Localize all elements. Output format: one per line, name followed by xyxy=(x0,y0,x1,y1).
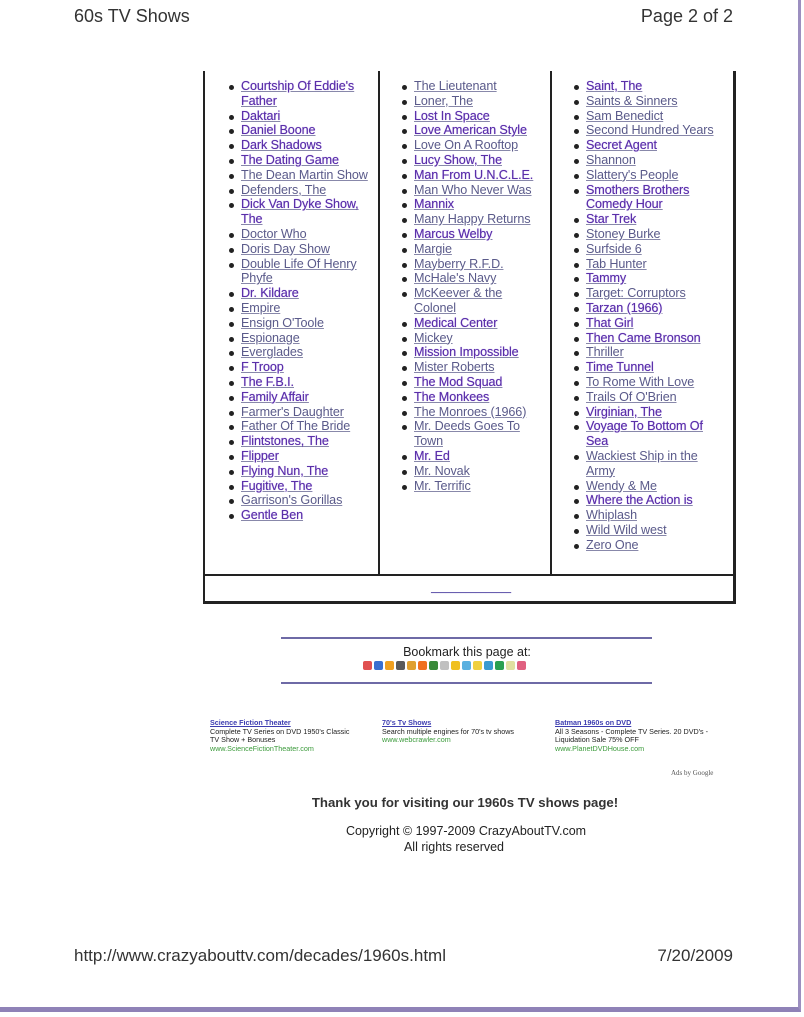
ad-url[interactable]: www.PlanetDVDHouse.com xyxy=(555,743,645,753)
show-link[interactable]: Lost In Space xyxy=(400,109,545,124)
bookmark-service-icon[interactable] xyxy=(451,661,460,670)
show-link[interactable]: The Lieutenant xyxy=(400,79,545,94)
show-link[interactable]: Time Tunnel xyxy=(572,360,722,375)
bookmark-service-icon[interactable] xyxy=(407,661,416,670)
show-link[interactable]: McKeever & the Colonel xyxy=(400,286,545,316)
show-link[interactable]: Doris Day Show xyxy=(227,242,375,257)
show-link[interactable]: Target: Corruptors xyxy=(572,286,722,301)
show-link[interactable]: McHale's Navy xyxy=(400,271,545,286)
show-link[interactable]: Loner, The xyxy=(400,94,545,109)
ad-block[interactable] xyxy=(210,719,360,753)
bookmark-service-icon[interactable] xyxy=(484,661,493,670)
bookmark-service-icon[interactable] xyxy=(374,661,383,670)
show-link[interactable]: Where the Action is xyxy=(572,493,722,508)
show-link[interactable]: Courtship Of Eddie's Father xyxy=(227,79,375,109)
show-link[interactable]: Whiplash xyxy=(572,508,722,523)
show-link[interactable]: Mister Roberts xyxy=(400,360,545,375)
show-link[interactable]: That Girl xyxy=(572,316,722,331)
show-link[interactable]: Shannon xyxy=(572,153,722,168)
shows-table xyxy=(203,71,736,604)
show-link[interactable]: Flying Nun, The xyxy=(227,464,375,479)
page-header-title: 60s TV Shows xyxy=(74,6,190,26)
show-link[interactable]: Medical Center xyxy=(400,316,545,331)
show-link[interactable]: Empire xyxy=(227,301,375,316)
show-link[interactable]: Daktari xyxy=(227,109,375,124)
ad-body: Search multiple engines for 70's tv shows xyxy=(382,726,515,736)
show-link[interactable]: Lucy Show, The xyxy=(400,153,545,168)
ad-title[interactable]: Science Fiction Theater xyxy=(210,718,291,727)
bookmark-service-icon[interactable] xyxy=(429,661,438,670)
show-link[interactable]: Gentle Ben xyxy=(227,508,375,523)
show-link[interactable]: Mickey xyxy=(400,331,545,346)
show-link[interactable]: The Monkees xyxy=(400,390,545,405)
ad-block[interactable] xyxy=(555,719,715,753)
show-link[interactable]: Family Affair xyxy=(227,390,375,405)
show-link[interactable]: To Rome With Love xyxy=(572,375,722,390)
ad-url[interactable]: www.ScienceFictionTheater.com xyxy=(210,743,314,753)
ad-title[interactable]: Batman 1960s on DVD xyxy=(555,718,632,727)
show-link[interactable]: Thriller xyxy=(572,345,722,360)
show-link[interactable]: Surfside 6 xyxy=(572,242,722,257)
show-link[interactable]: Marcus Welby xyxy=(400,227,545,242)
show-link[interactable]: Saint, The xyxy=(572,79,722,94)
show-link[interactable]: The Dating Game xyxy=(227,153,375,168)
show-list-column-1 xyxy=(227,79,375,523)
bookmark-service-icon[interactable] xyxy=(495,661,504,670)
show-link[interactable]: Trails Of O'Brien xyxy=(572,390,722,405)
ad-body: Complete TV Series on DVD 1950's Classic TV Show + Bonuses xyxy=(210,726,350,745)
show-link[interactable]: Many Happy Returns xyxy=(400,212,545,227)
bookmark-service-icon[interactable] xyxy=(363,661,372,670)
show-link[interactable]: F Troop xyxy=(227,360,375,375)
show-link[interactable]: Father Of The Bride xyxy=(227,419,375,434)
show-link[interactable]: Daniel Boone xyxy=(227,123,375,138)
show-link[interactable]: Stoney Burke xyxy=(572,227,722,242)
show-link[interactable]: Love On A Rooftop xyxy=(400,138,545,153)
show-link[interactable]: Mr. Deeds Goes To Town xyxy=(400,419,545,449)
show-link[interactable]: Fugitive, The xyxy=(227,479,375,494)
show-link[interactable]: Ensign O'Toole xyxy=(227,316,375,331)
bookmark-service-icon[interactable] xyxy=(462,661,471,670)
print-date: 7/20/2009 xyxy=(657,946,733,965)
show-link[interactable]: Mr. Ed xyxy=(400,449,545,464)
bookmark-service-icon[interactable] xyxy=(385,661,394,670)
bookmark-service-icon[interactable] xyxy=(396,661,405,670)
divider-line xyxy=(281,682,652,684)
show-link[interactable]: Espionage xyxy=(227,331,375,346)
show-link[interactable]: The Monroes (1966) xyxy=(400,405,545,420)
show-link[interactable]: Dick Van Dyke Show, The xyxy=(227,197,375,227)
show-link[interactable]: Second Hundred Years xyxy=(572,123,722,138)
ad-url[interactable]: www.webcrawler.com xyxy=(382,735,451,745)
show-link[interactable]: Defenders, The xyxy=(227,183,375,198)
show-link[interactable]: Star Trek xyxy=(572,212,722,227)
show-link[interactable]: Secret Agent xyxy=(572,138,722,153)
bookmark-label: Bookmark this page at: xyxy=(403,645,531,659)
show-link[interactable]: Wackiest Ship in the Army xyxy=(572,449,722,479)
show-link[interactable]: Dr. Kildare xyxy=(227,286,375,301)
column-divider xyxy=(378,71,380,574)
divider-line xyxy=(281,637,652,639)
page-number: Page 2 of 2 xyxy=(640,6,733,26)
ad-body: All 3 Seasons - Complete TV Series. 20 DVD's - Liquidation Sale 75% OFF xyxy=(555,726,709,745)
page-url: http://www.crazyabouttv.com/decades/1960s.html xyxy=(74,946,446,965)
show-list-column-2 xyxy=(400,79,545,493)
rights-reserved: All rights reserved xyxy=(403,840,505,854)
bookmark-service-icon[interactable] xyxy=(440,661,449,670)
show-link[interactable]: Mannix xyxy=(400,197,545,212)
row-divider xyxy=(205,574,733,576)
show-link[interactable]: Tammy xyxy=(572,271,722,286)
show-list-column-3 xyxy=(572,79,722,553)
show-link[interactable]: Wendy & Me xyxy=(572,479,722,494)
show-link[interactable]: Zero One xyxy=(572,538,722,553)
show-link[interactable]: Flipper xyxy=(227,449,375,464)
show-link[interactable]: Virginian, The xyxy=(572,405,722,420)
bookmark-service-icon[interactable] xyxy=(506,661,515,670)
show-link[interactable]: Slattery's People xyxy=(572,168,722,183)
show-link[interactable]: Saints & Sinners xyxy=(572,94,722,109)
show-link[interactable]: Tab Hunter xyxy=(572,257,722,272)
show-link[interactable]: Everglades xyxy=(227,345,375,360)
show-link[interactable]: Mr. Terrific xyxy=(400,479,545,494)
show-link[interactable]: Voyage To Bottom Of Sea xyxy=(572,419,722,449)
bookmark-service-icon[interactable] xyxy=(473,661,482,670)
show-link[interactable]: Mayberry R.F.D. xyxy=(400,257,545,272)
show-link[interactable]: Love American Style xyxy=(400,123,545,138)
show-link[interactable]: Then Came Bronson xyxy=(572,331,722,346)
thank-you-message: Thank you for visiting our 1960s TV shows page! xyxy=(311,795,619,810)
bottom-link[interactable]: ________________ xyxy=(431,583,512,593)
show-link[interactable]: Mission Impossible xyxy=(400,345,545,360)
show-link[interactable]: Farmer's Daughter xyxy=(227,405,375,420)
show-link[interactable]: Man Who Never Was xyxy=(400,183,545,198)
show-link[interactable]: Man From U.N.C.L.E. xyxy=(400,168,545,183)
bookmark-service-icon[interactable] xyxy=(517,661,526,670)
show-link[interactable]: Wild Wild west xyxy=(572,523,722,538)
show-link[interactable]: Margie xyxy=(400,242,545,257)
show-link[interactable]: Garrison's Gorillas xyxy=(227,493,375,508)
ad-title[interactable]: 70's Tv Shows xyxy=(382,718,432,727)
bookmark-icons xyxy=(363,661,526,670)
show-link[interactable]: Mr. Novak xyxy=(400,464,545,479)
ad-block[interactable] xyxy=(382,719,547,745)
show-link[interactable]: Smothers Brothers Comedy Hour xyxy=(572,183,722,213)
show-link[interactable]: The F.B.I. xyxy=(227,375,375,390)
show-link[interactable]: Sam Benedict xyxy=(572,109,722,124)
show-link[interactable]: Double Life Of Henry Phyfe xyxy=(227,257,375,287)
copyright: Copyright © 1997-2009 CrazyAboutTV.com xyxy=(345,824,587,838)
column-divider xyxy=(550,71,552,574)
show-link[interactable]: The Dean Martin Show xyxy=(227,168,375,183)
show-link[interactable]: Doctor Who xyxy=(227,227,375,242)
show-link[interactable]: Dark Shadows xyxy=(227,138,375,153)
show-link[interactable]: Flintstones, The xyxy=(227,434,375,449)
show-link[interactable]: Tarzan (1966) xyxy=(572,301,722,316)
bookmark-service-icon[interactable] xyxy=(418,661,427,670)
ads-by-google[interactable]: Ads by Google xyxy=(671,769,714,777)
show-link[interactable]: The Mod Squad xyxy=(400,375,545,390)
